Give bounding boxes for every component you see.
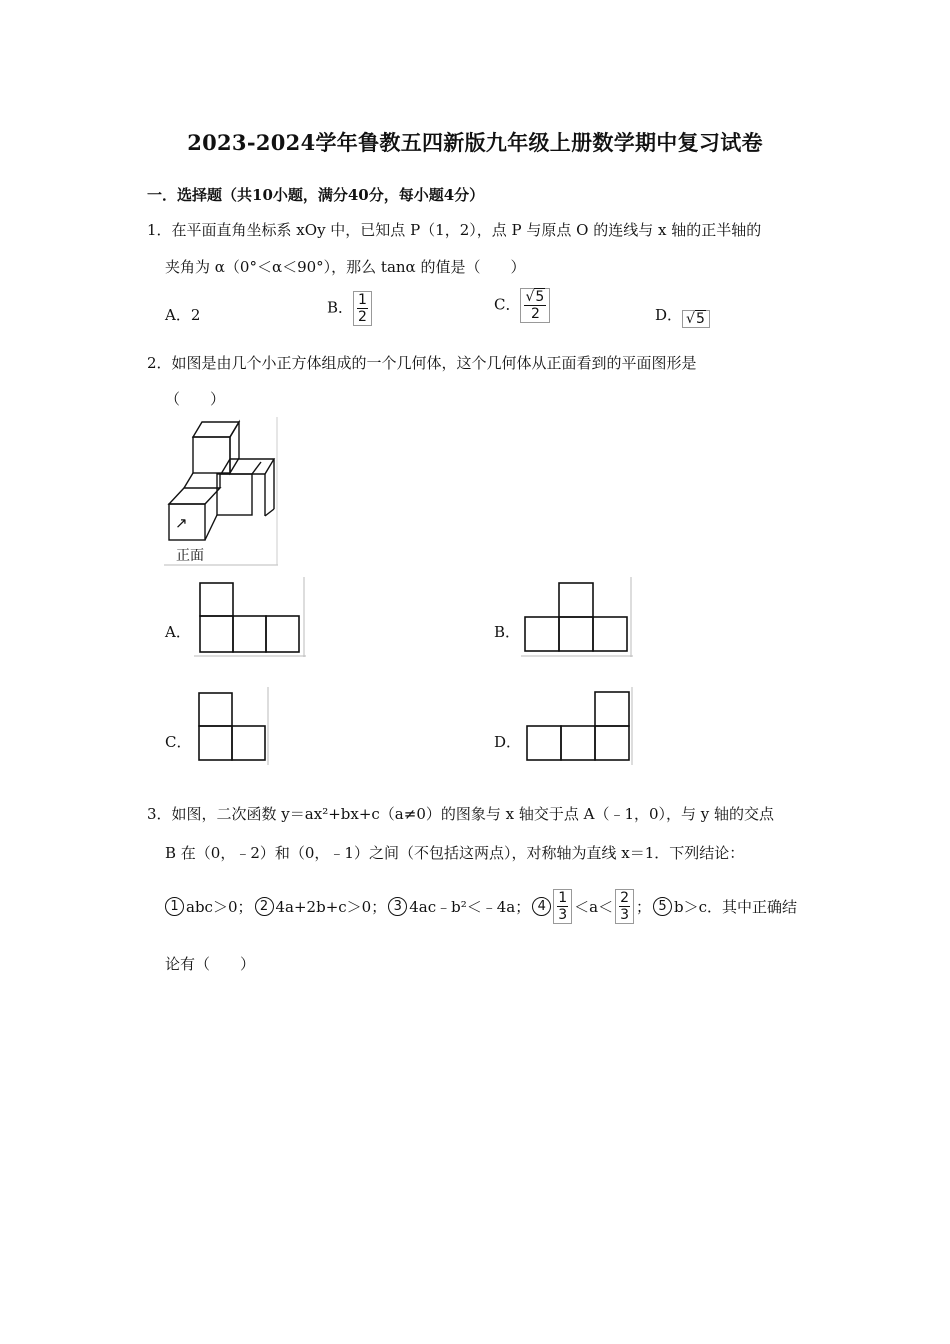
sqrt-sign: √	[525, 289, 535, 305]
q3-stem-line4: 论有（ ）	[165, 955, 256, 973]
circled-number-4: 4	[532, 897, 551, 916]
circled-number-5: 5	[653, 897, 672, 916]
conclusion-4-end: ；	[636, 898, 652, 916]
q1-option-a-value: 2	[190, 306, 201, 324]
q2-option-b-figure[interactable]	[521, 577, 633, 657]
radicand: 5	[695, 311, 705, 327]
conclusion-4-middle: ＜a＜	[574, 898, 614, 916]
conclusion-4-fraction-2	[615, 889, 634, 924]
q1-option-a[interactable]	[165, 304, 200, 325]
q2-option-d-figure[interactable]	[521, 687, 633, 765]
q2-option-a-figure[interactable]	[194, 577, 306, 657]
conclusion-3: 4ac﹣b²＜﹣4a；	[409, 898, 531, 916]
conclusion-5: b＞c．其中正确结	[674, 898, 798, 916]
fraction-numerator: 2	[620, 890, 630, 906]
q3-stem-line2: B 在（0，﹣2）和（0，﹣1）之间（不包括这两点），对称轴为直线 x＝1．下列结论：	[165, 844, 745, 862]
q3-stem-line1: 3．如图，二次函数 y＝ax²+bx+c（a≠0）的图象与 x 轴交于点 A（﹣1，0），与 y 轴的交点	[147, 805, 775, 823]
q2-option-b-label[interactable]: B．	[494, 623, 521, 641]
page-title: 2023-2024学年鲁教五四新版九年级上册数学期中复习试卷	[187, 130, 763, 155]
section-heading: 一．选择题（共10小题，满分40分，每小题4分）	[147, 186, 485, 204]
q1-stem-line1: 1．在平面直角坐标系 xOy 中，已知点 P（1，2），点 P 与原点 O 的连线与 x 轴的正半轴的	[147, 221, 762, 239]
q2-stem-line2: （ ）	[165, 390, 226, 408]
q1-option-d[interactable]	[655, 304, 710, 328]
q1-option-b-label: B．	[327, 298, 354, 317]
arrow-icon: ↗	[175, 514, 188, 532]
q1-option-c-fraction	[520, 288, 550, 323]
q1-option-c[interactable]	[494, 288, 550, 323]
q2-option-c-figure[interactable]	[194, 687, 270, 765]
radicand: 5	[535, 289, 545, 305]
q2-option-d-label[interactable]: D．	[494, 733, 522, 751]
q1-stem-line2: 夹角为 α（0°＜α＜90°），那么 tanα 的值是（ ）	[165, 258, 526, 276]
q2-option-c-label[interactable]: C．	[165, 733, 192, 751]
circled-number-2: 2	[255, 897, 274, 916]
conclusion-1: abc＞0；	[186, 898, 253, 916]
fraction-denominator: 3	[558, 907, 568, 923]
fraction-denominator: 2	[530, 306, 540, 322]
q1-option-a-label: A．	[165, 306, 191, 324]
q1-option-b-fraction	[353, 291, 372, 326]
q2-stem-line1: 2．如图是由几个小正方体组成的一个几何体，这个几何体从正面看到的平面图形是	[147, 354, 697, 372]
sqrt-sign: √	[686, 311, 695, 327]
conclusion-2: 4a+2b+c＞0；	[275, 898, 387, 916]
circled-number-3: 3	[388, 897, 407, 916]
fraction-denominator: 3	[620, 907, 630, 923]
q3-conclusions	[165, 889, 797, 924]
q2-option-a-label[interactable]: A．	[165, 623, 191, 641]
circled-number-1: 1	[165, 897, 184, 916]
q1-option-d-label: D．	[655, 306, 683, 324]
q1-option-d-sqrt	[682, 310, 710, 328]
conclusion-4-fraction-1	[553, 889, 572, 924]
fraction-denominator: 2	[358, 309, 367, 325]
q1-option-b[interactable]	[327, 291, 372, 326]
fraction-numerator: 1	[558, 890, 568, 906]
fraction-numerator	[524, 289, 546, 306]
fraction-numerator: 1	[358, 292, 367, 308]
q1-option-c-label: C．	[494, 295, 521, 314]
front-label: 正面	[176, 548, 204, 564]
